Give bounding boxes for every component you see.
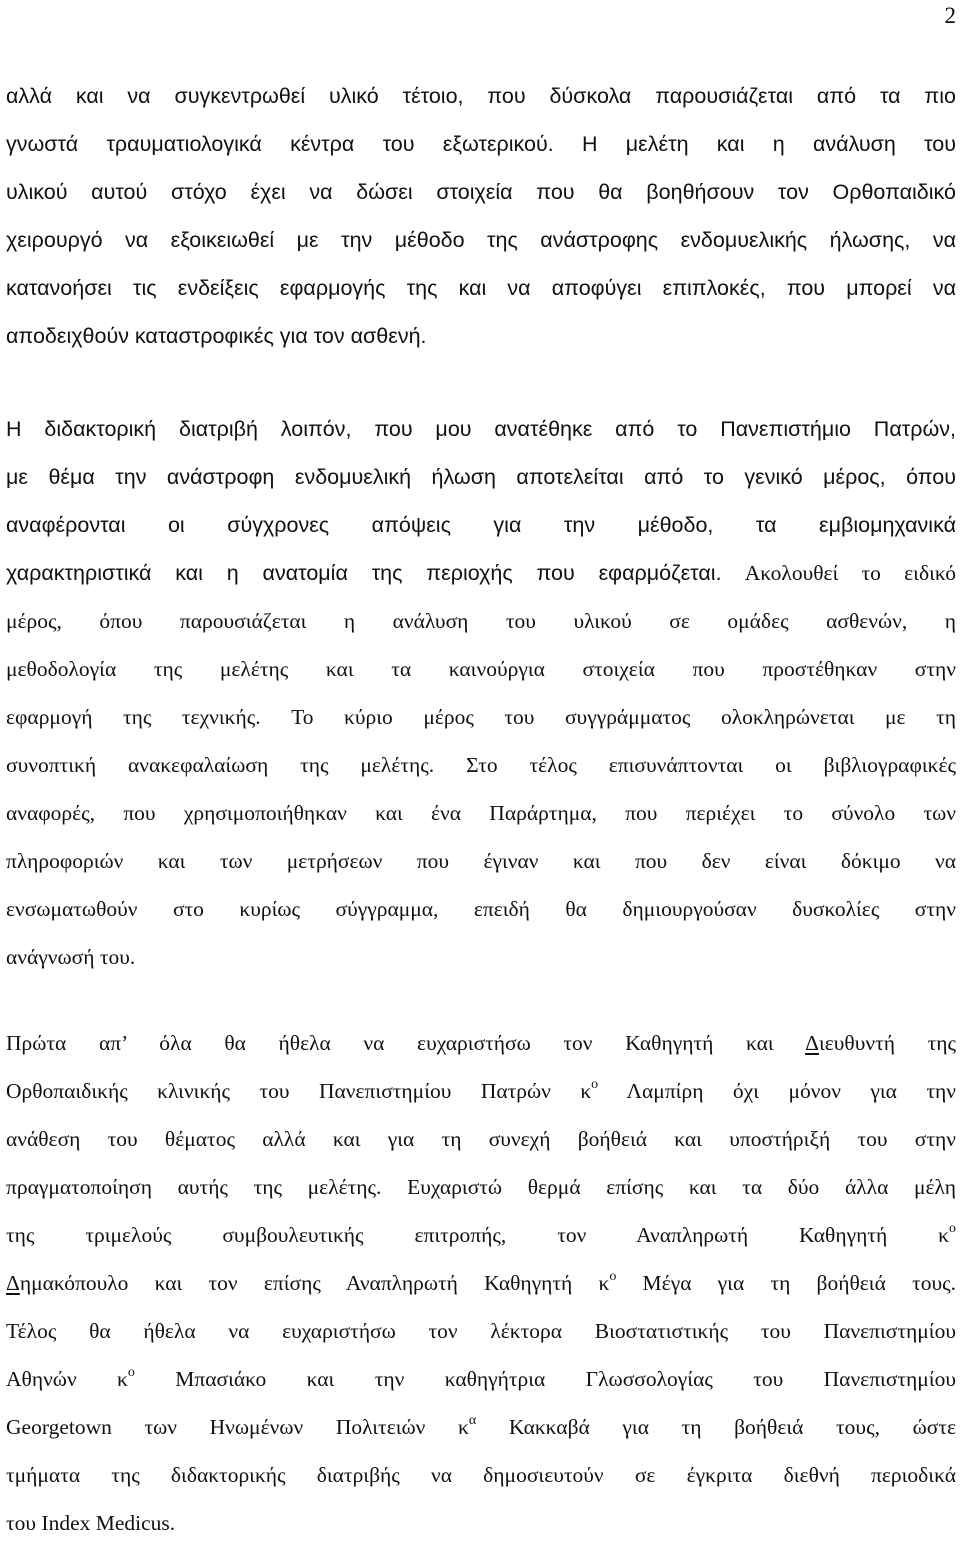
text-segment: Ορθοπαιδικής κλινικής του Πανεπιστημίου Πατρών κ [6, 1079, 592, 1103]
text-line: αναφέρονται οι σύγχρονες απόψεις για την μέθοδο, τα εμβιομηχανικά [6, 513, 956, 537]
text-line: ανάθεση του θέματος αλλά και για τη συνεχή βοήθειά και υποστήριξή του στην [6, 1127, 956, 1151]
ordinal-superscript: ο [609, 1269, 617, 1284]
text-line: αναφορές, που χρησιμοποιήθηκαν και ένα Παράρτημα, που περιέχει το σύνολο των [6, 801, 956, 825]
text-line-mixed [6, 1019, 956, 1067]
text-line: χειρουργό να εξοικειωθεί με την μέθοδο της ανάστροφης ενδομυελικής ήλωσης, να [6, 228, 956, 252]
text-line-mixed [6, 1211, 956, 1259]
text-segment: της τριμελούς συμβουλευτικής επιτροπής, τον Αναπληρωτή Καθηγητή κ [6, 1223, 949, 1247]
text-line: Η διδακτορική διατριβή λοιπόν, που μου ανατέθηκε από το Πανεπιστήμιο Πατρών, [6, 417, 956, 441]
text-line: τμήματα της διδακτορικής διατριβής να δημοσιευτούν σε έγκριτα διεθνή περιοδικά [6, 1463, 956, 1487]
text-segment: ιευθυντή της [818, 1031, 956, 1055]
text-segment: εφαρμογή της τεχνικής. [6, 705, 261, 729]
text-segment: Ευχαριστώ θερμά επίσης και τα δύο άλλα μέλη [407, 1175, 957, 1199]
text-line-mixed [6, 1355, 956, 1403]
ordinal-superscript: ο [949, 1221, 956, 1236]
text-segment: Λαμπίρη όχι μόνον για την [598, 1079, 956, 1103]
text-line: πληροφοριών και των μετρήσεων που έγιναν και που δεν είναι δόκιμο να [6, 849, 956, 873]
text-segment: Πρώτα απ’ όλα θα ήθελα να ευχαριστήσω τον Καθηγητή και [6, 1031, 774, 1055]
paragraph-intro-continuation [6, 72, 956, 360]
text-segment: Στο τέλος επισυνάπτονται οι βιβλιογραφικές [466, 753, 957, 777]
text-line: ενσωματωθούν στο κυρίως σύγγραμμα, επειδή θα δημιουργούσαν δυσκολίες στην [6, 897, 956, 921]
text-segment: Μπασιάκο και την καθηγήτρια Γλωσσολογίας του Πανεπιστημίου [134, 1367, 957, 1391]
page-number: 2 [944, 3, 956, 28]
text-line: μεθοδολογία της μελέτης και τα καινούργια στοιχεία που προστέθηκαν στην [6, 657, 956, 681]
text-line-mixed [6, 1259, 956, 1307]
text-line-mixed [6, 549, 956, 597]
text-segment: Ακολουθεί το ειδικό [744, 561, 956, 585]
ordinal-superscript: α [468, 1413, 477, 1428]
text-segment-underlined: Δ [805, 1031, 819, 1055]
text-line: Τέλος θα ήθελα να ευχαριστήσω τον λέκτορα Βιοστατιστικής του Πανεπιστημίου [6, 1319, 956, 1343]
text-line-mixed [6, 1163, 956, 1211]
paragraph-acknowledgements [6, 1019, 956, 1547]
text-segment: Αθηνών κ [6, 1367, 128, 1391]
text-segment-underlined: Δ [6, 1271, 20, 1295]
text-segment: Georgetown των Ηνωμένων Πολιτειών κ [6, 1415, 469, 1439]
text-line: αποδειχθούν καταστροφικές για τον ασθενή. [6, 324, 427, 348]
text-line: αλλά και να συγκεντρωθεί υλικό τέτοιο, που δύσκολα παρουσιάζεται από τα πιο [6, 84, 956, 108]
text-line-mixed [6, 693, 956, 741]
text-line: με θέμα την ανάστροφη ενδομυελική ήλωση αποτελείται από το γενικό μέρος, όπου [6, 465, 956, 489]
text-segment: Κακκαβά για τη βοήθειά τους, ώστε [476, 1415, 957, 1439]
ordinal-superscript: ο [591, 1077, 599, 1092]
text-line: μέρος, όπου παρουσιάζεται η ανάλυση του υλικού σε ομάδες ασθενών, η [6, 609, 956, 633]
text-line-mixed [6, 1403, 956, 1451]
text-segment: συνοπτική ανακεφαλαίωση της μελέτης. [6, 753, 435, 777]
text-line: του Index Medicus. [6, 1511, 176, 1535]
text-line: ανάγνωσή του. [6, 945, 136, 969]
text-line: υλικού αυτού στόχο έχει να δώσει στοιχεία που θα βοηθήσουν τον Ορθοπαιδικό [6, 180, 956, 204]
text-segment: Το κύριο μέρος του συγγράμματος ολοκληρώνεται με τη [291, 705, 956, 729]
text-segment: Μέγα για τη βοήθειά τους. [616, 1271, 956, 1295]
text-segment: ημακόπουλο και τον επίσης Αναπληρωτή Καθηγητή κ [19, 1271, 610, 1295]
text-line: κατανοήσει τις ενδείξεις εφαρμογής της και να αποφύγει επιπλοκές, που μπορεί να [6, 276, 956, 300]
ordinal-superscript: ο [127, 1365, 135, 1380]
text-line: γνωστά τραυματιολογικά κέντρα του εξωτερικού. Η μελέτη και η ανάλυση του [6, 132, 956, 156]
text-segment: πραγματοποίηση αυτής της μελέτης. [6, 1175, 382, 1199]
paragraph-thesis-structure [6, 405, 956, 981]
text-line-mixed [6, 1067, 956, 1115]
text-line-mixed [6, 741, 956, 789]
text-segment: χαρακτηριστικά και η ανατομία της περιοχής που εφαρμόζεται. [6, 561, 722, 585]
